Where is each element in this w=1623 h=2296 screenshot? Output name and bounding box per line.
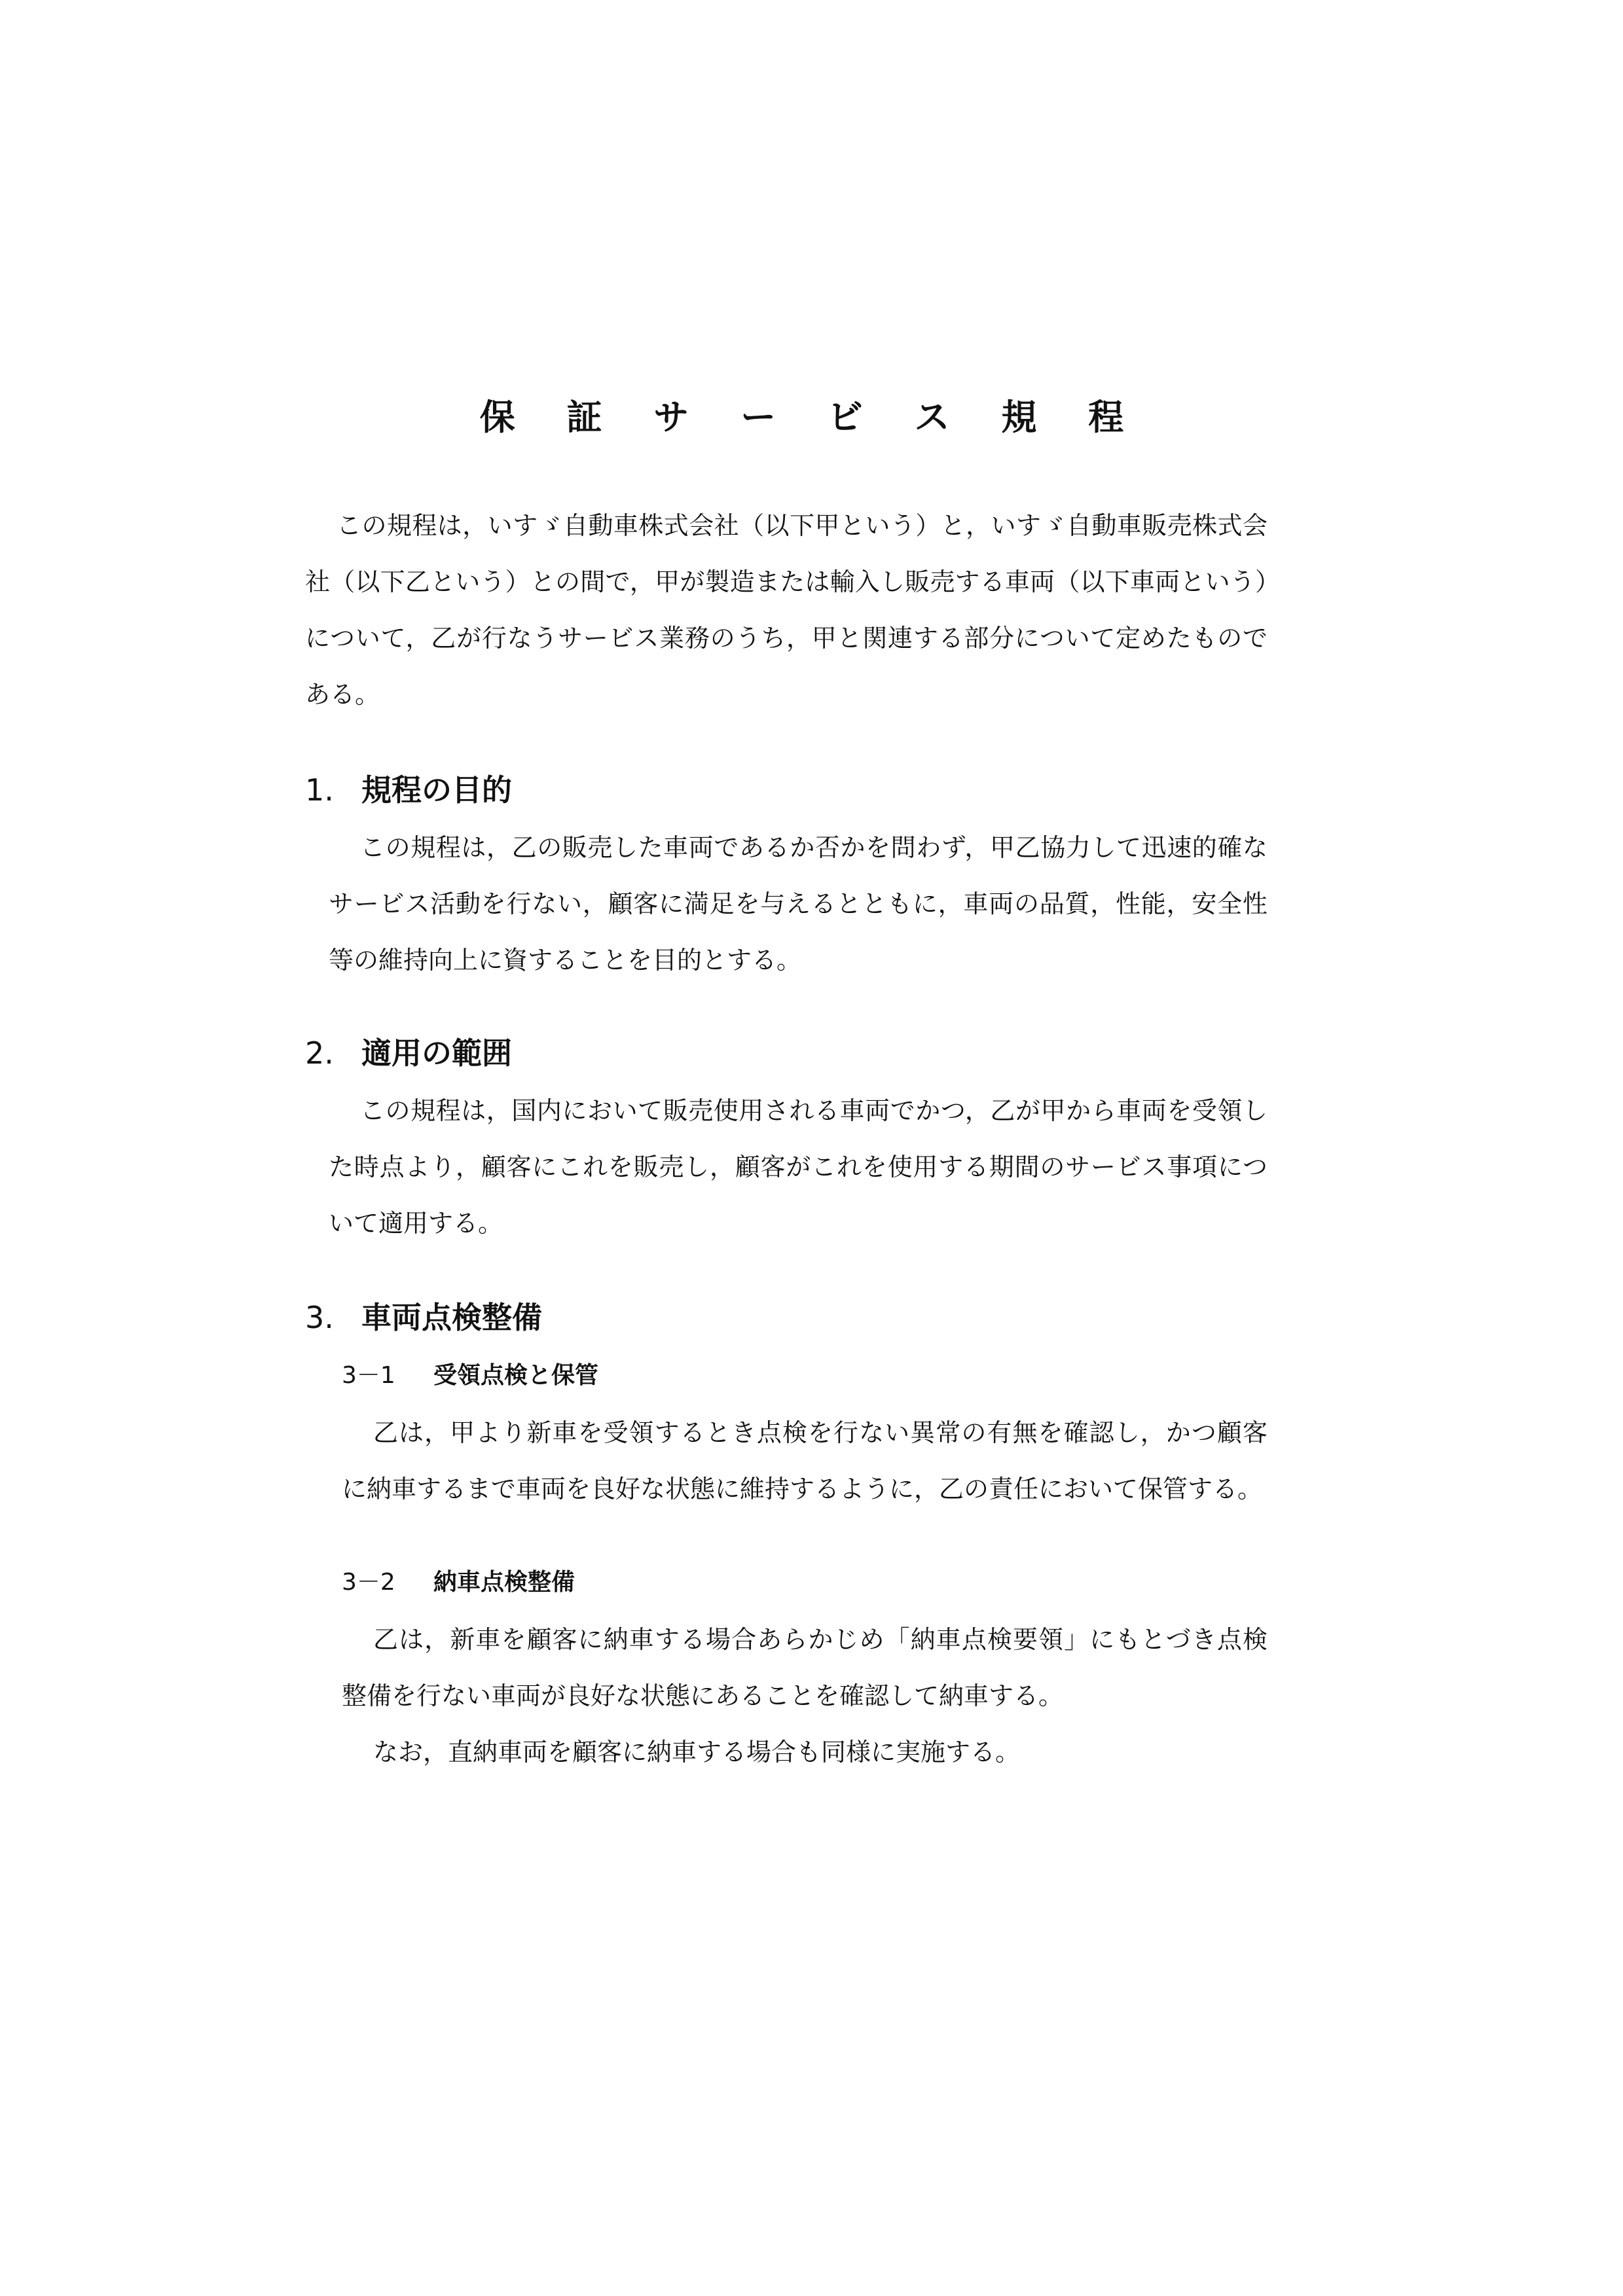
section-1-number: 1. <box>305 772 334 808</box>
section-1-title: 規程の目的 <box>361 772 512 808</box>
document-title: 保 証 サ ー ビ ス 規 程 <box>479 397 1144 438</box>
subsection-3-1-number: 3－1 <box>342 1362 395 1389</box>
section-2-title: 適用の範囲 <box>361 1035 512 1071</box>
subsection-3-1-body: 乙は，甲より新車を受領するとき点検を行ない異常の有無を確認し，かつ顧客に納車するまで車両を良好な状態に維持するように，乙の責任において保管する。 <box>342 1418 1267 1503</box>
section-3-title: 車両点検整備 <box>361 1300 542 1335</box>
subsection-3-2-body-note: なお，直納車両を顧客に納車する場合も同様に実施する。 <box>373 1738 1021 1767</box>
subsection-3-2-number: 3－2 <box>342 1569 395 1596</box>
section-3-number: 3. <box>305 1300 334 1335</box>
section-2-number: 2. <box>305 1035 334 1071</box>
subsection-3-2-title: 納車点検整備 <box>433 1569 575 1596</box>
section-1-body: この規程は，乙の販売した車両であるか否かを問わず，甲乙協力して迅速的確なサービス活動を行ない，顧客に満足を与えるとともに，車両の品質，性能，安全性等の維持向上に資することを目的とする。 <box>329 833 1267 975</box>
section-2-heading <box>305 1030 512 1076</box>
section-1-heading <box>305 767 512 813</box>
subsection-3-2-heading <box>342 1563 575 1602</box>
subsection-3-1-heading <box>342 1356 598 1395</box>
section-3-heading <box>305 1295 542 1340</box>
subsection-3-1-title: 受領点検と保管 <box>433 1362 599 1389</box>
intro-paragraph: この規程は，いすゞ自動車株式会社（以下甲という）と，いすゞ自動車販売株式会社（以下乙という）との間で，甲が製造または輸入し販売する車両（以下車両という）について，乙が行なうサービス業務のうち，甲と関連する部分について定めたものである。 <box>305 511 1267 709</box>
subsection-3-2-body: 乙は，新車を顧客に納車する場合あらかじめ「納車点検要領」にもとづき点検整備を行ない車両が良好な状態にあることを確認して納車する。 <box>342 1625 1267 1710</box>
section-2-body: この規程は，国内において販売使用される車両でかつ，乙が甲から車両を受領した時点より，顧客にこれを販売し，顧客がこれを使用する期間のサービス事項について適用する。 <box>329 1096 1267 1238</box>
